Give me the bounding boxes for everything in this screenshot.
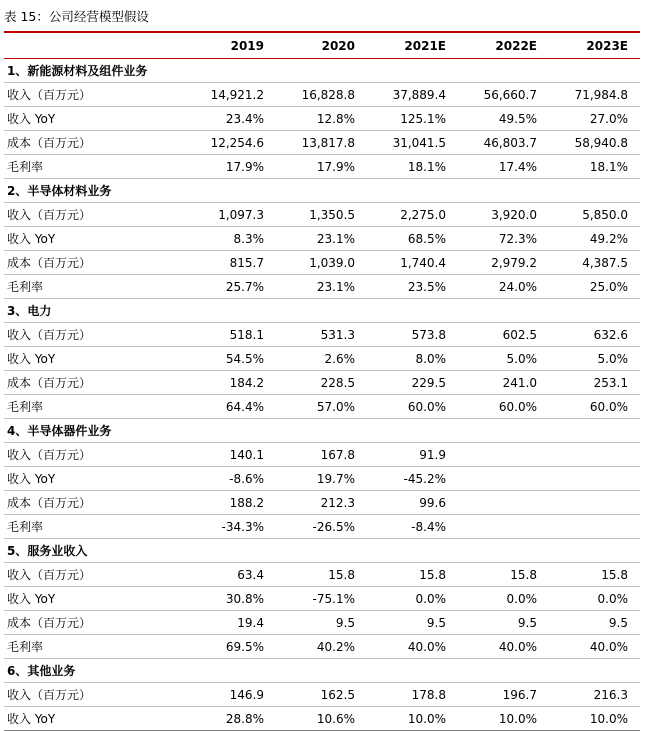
value-cell-2019: 17.9% [225, 159, 264, 174]
value-cell-2019: 30.8% [225, 591, 264, 606]
section-header-row [4, 659, 640, 683]
value-cell-2023e: 10.0% [589, 711, 628, 726]
table-row [4, 635, 640, 659]
value-cell-2023e: 0.0% [597, 591, 628, 606]
value-cell-2022e: 0.0% [506, 591, 537, 606]
row-label: 成本（百万元） [7, 376, 92, 390]
value-cell-2021e: 60.0% [407, 399, 446, 414]
value-cell-2023e: 632.6 [593, 327, 628, 342]
header-col-2020: 2020 [321, 38, 355, 53]
row-label: 毛利率 [7, 160, 44, 174]
value-cell-2022e: 56,660.7 [483, 87, 537, 102]
value-cell-2021e: 37,889.4 [392, 87, 446, 102]
value-cell-2023e: 5.0% [597, 351, 628, 366]
section-title: 6、其他业务 [7, 664, 76, 678]
value-cell-2021e: 125.1% [400, 111, 446, 126]
value-cell-2019: -34.3% [221, 519, 264, 534]
table-row [4, 107, 640, 131]
value-cell-2019: 25.7% [225, 279, 264, 294]
header-col-2019: 2019 [230, 38, 264, 53]
value-cell-2019: 8.3% [233, 231, 264, 246]
row-label: 成本（百万元） [7, 256, 92, 270]
value-cell-2023e: 4,387.5 [582, 255, 628, 270]
section-title: 5、服务业收入 [7, 544, 88, 558]
table-row [4, 347, 640, 371]
table-row [4, 395, 640, 419]
table-row [4, 707, 640, 730]
row-label: 成本（百万元） [7, 136, 92, 150]
row-label: 收入 YoY [7, 232, 56, 246]
value-cell-2019: 14,921.2 [210, 87, 264, 102]
value-cell-2022e: 10.0% [498, 711, 537, 726]
value-cell-2020: 13,817.8 [301, 135, 355, 150]
value-cell-2023e: 60.0% [589, 399, 628, 414]
value-cell-2020: 9.5 [335, 615, 355, 630]
value-cell-2019: 1,097.3 [218, 207, 264, 222]
table-row [4, 491, 640, 515]
row-label: 收入（百万元） [7, 328, 92, 342]
value-cell-2022e: 241.0 [502, 375, 537, 390]
value-cell-2021e: -45.2% [403, 471, 446, 486]
value-cell-2021e: 8.0% [415, 351, 446, 366]
value-cell-2019: 64.4% [225, 399, 264, 414]
row-label: 毛利率 [7, 400, 44, 414]
row-label: 收入（百万元） [7, 568, 92, 582]
row-label: 成本（百万元） [7, 496, 92, 510]
table-row [4, 203, 640, 227]
table-row [4, 587, 640, 611]
section-title: 1、新能源材料及组件业务 [7, 64, 148, 78]
value-cell-2021e: 23.5% [407, 279, 446, 294]
value-cell-2023e: 5,850.0 [582, 207, 628, 222]
section-header-row [4, 299, 640, 323]
value-cell-2019: 63.4 [237, 567, 264, 582]
value-cell-2023e: 58,940.8 [574, 135, 628, 150]
section-title: 4、半导体器件业务 [7, 424, 112, 438]
table-row [4, 563, 640, 587]
table-body [4, 59, 640, 730]
value-cell-2023e: 9.5 [608, 615, 628, 630]
value-cell-2022e: 46,803.7 [483, 135, 537, 150]
value-cell-2021e: 18.1% [407, 159, 446, 174]
section-header-row [4, 179, 640, 203]
section-title: 3、电力 [7, 304, 52, 318]
value-cell-2020: 40.2% [316, 639, 355, 654]
value-cell-2020: 10.6% [316, 711, 355, 726]
value-cell-2020: 12.8% [316, 111, 355, 126]
value-cell-2020: 212.3 [320, 495, 355, 510]
value-cell-2021e: 99.6 [419, 495, 446, 510]
value-cell-2020: 19.7% [316, 471, 355, 486]
value-cell-2022e: 602.5 [502, 327, 537, 342]
value-cell-2020: -26.5% [312, 519, 355, 534]
value-cell-2021e: 10.0% [407, 711, 446, 726]
table-row [4, 227, 640, 251]
value-cell-2023e: 71,984.8 [574, 87, 628, 102]
table-caption: 表 15：公司经营模型假设 [4, 9, 149, 24]
value-cell-2022e: 2,979.2 [491, 255, 537, 270]
value-cell-2020: -75.1% [312, 591, 355, 606]
value-cell-2019: 19.4 [237, 615, 264, 630]
value-cell-2022e: 5.0% [506, 351, 537, 366]
value-cell-2020: 15.8 [328, 567, 355, 582]
value-cell-2021e: 15.8 [419, 567, 446, 582]
row-label: 收入（百万元） [7, 208, 92, 222]
section-title: 2、半导体材料业务 [7, 184, 112, 198]
row-label: 成本（百万元） [7, 616, 92, 630]
value-cell-2019: 815.7 [229, 255, 264, 270]
row-label: 收入 YoY [7, 112, 56, 126]
value-cell-2021e: 229.5 [411, 375, 446, 390]
value-cell-2022e: 9.5 [517, 615, 537, 630]
value-cell-2019: 23.4% [225, 111, 264, 126]
value-cell-2022e: 40.0% [498, 639, 537, 654]
value-cell-2019: 12,254.6 [210, 135, 264, 150]
value-cell-2022e: 196.7 [502, 687, 537, 702]
value-cell-2021e: 9.5 [426, 615, 446, 630]
value-cell-2020: 16,828.8 [301, 87, 355, 102]
row-label: 收入（百万元） [7, 448, 92, 462]
value-cell-2021e: 31,041.5 [392, 135, 446, 150]
row-label: 收入 YoY [7, 592, 56, 606]
table-row [4, 275, 640, 299]
table-row [4, 155, 640, 179]
value-cell-2023e: 25.0% [589, 279, 628, 294]
value-cell-2021e: -8.4% [411, 519, 446, 534]
value-cell-2021e: 178.8 [411, 687, 446, 702]
row-label: 收入（百万元） [7, 88, 92, 102]
value-cell-2020: 1,350.5 [309, 207, 355, 222]
row-label: 毛利率 [7, 640, 44, 654]
value-cell-2021e: 0.0% [415, 591, 446, 606]
row-label: 收入 YoY [7, 352, 56, 366]
value-cell-2019: 54.5% [225, 351, 264, 366]
value-cell-2021e: 573.8 [411, 327, 446, 342]
model-assumptions-table [4, 31, 640, 731]
value-cell-2022e: 49.5% [498, 111, 537, 126]
value-cell-2022e: 72.3% [498, 231, 537, 246]
value-cell-2019: -8.6% [229, 471, 264, 486]
value-cell-2020: 23.1% [316, 279, 355, 294]
table-row [4, 251, 640, 275]
table-row [4, 467, 640, 491]
value-cell-2021e: 1,740.4 [400, 255, 446, 270]
row-label: 毛利率 [7, 280, 44, 294]
section-header-row [4, 59, 640, 83]
value-cell-2019: 518.1 [229, 327, 264, 342]
value-cell-2020: 531.3 [320, 327, 355, 342]
value-cell-2020: 17.9% [316, 159, 355, 174]
value-cell-2023e: 40.0% [589, 639, 628, 654]
value-cell-2021e: 2,275.0 [400, 207, 446, 222]
table-row [4, 443, 640, 467]
value-cell-2022e: 24.0% [498, 279, 537, 294]
value-cell-2023e: 15.8 [601, 567, 628, 582]
value-cell-2023e: 18.1% [589, 159, 628, 174]
value-cell-2023e: 253.1 [593, 375, 628, 390]
value-cell-2019: 28.8% [225, 711, 264, 726]
value-cell-2022e: 60.0% [498, 399, 537, 414]
value-cell-2020: 167.8 [320, 447, 355, 462]
row-label: 收入（百万元） [7, 688, 92, 702]
table-row [4, 83, 640, 107]
value-cell-2020: 23.1% [316, 231, 355, 246]
value-cell-2022e: 3,920.0 [491, 207, 537, 222]
header-row [4, 33, 640, 58]
value-cell-2023e: 27.0% [589, 111, 628, 126]
table-row [4, 611, 640, 635]
value-cell-2021e: 68.5% [407, 231, 446, 246]
table-row [4, 683, 640, 707]
table-row [4, 323, 640, 347]
value-cell-2020: 2.6% [324, 351, 355, 366]
value-cell-2019: 184.2 [229, 375, 264, 390]
value-cell-2019: 146.9 [229, 687, 264, 702]
table-row [4, 515, 640, 539]
value-cell-2023e: 216.3 [593, 687, 628, 702]
value-cell-2019: 188.2 [229, 495, 264, 510]
row-label: 收入 YoY [7, 472, 56, 486]
header-col-2021e: 2021E [404, 38, 446, 53]
table-row [4, 371, 640, 395]
value-cell-2021e: 91.9 [419, 447, 446, 462]
header-col-2022e: 2022E [495, 38, 537, 53]
value-cell-2019: 69.5% [225, 639, 264, 654]
section-header-row [4, 419, 640, 443]
value-cell-2022e: 15.8 [510, 567, 537, 582]
value-cell-2020: 228.5 [320, 375, 355, 390]
value-cell-2020: 57.0% [316, 399, 355, 414]
row-label: 收入 YoY [7, 712, 56, 726]
section-header-row [4, 539, 640, 563]
value-cell-2023e: 49.2% [589, 231, 628, 246]
value-cell-2021e: 40.0% [407, 639, 446, 654]
header-col-2023e: 2023E [586, 38, 628, 53]
row-label: 毛利率 [7, 520, 44, 534]
table-row [4, 131, 640, 155]
value-cell-2019: 140.1 [229, 447, 264, 462]
value-cell-2020: 162.5 [320, 687, 355, 702]
value-cell-2020: 1,039.0 [309, 255, 355, 270]
value-cell-2022e: 17.4% [498, 159, 537, 174]
